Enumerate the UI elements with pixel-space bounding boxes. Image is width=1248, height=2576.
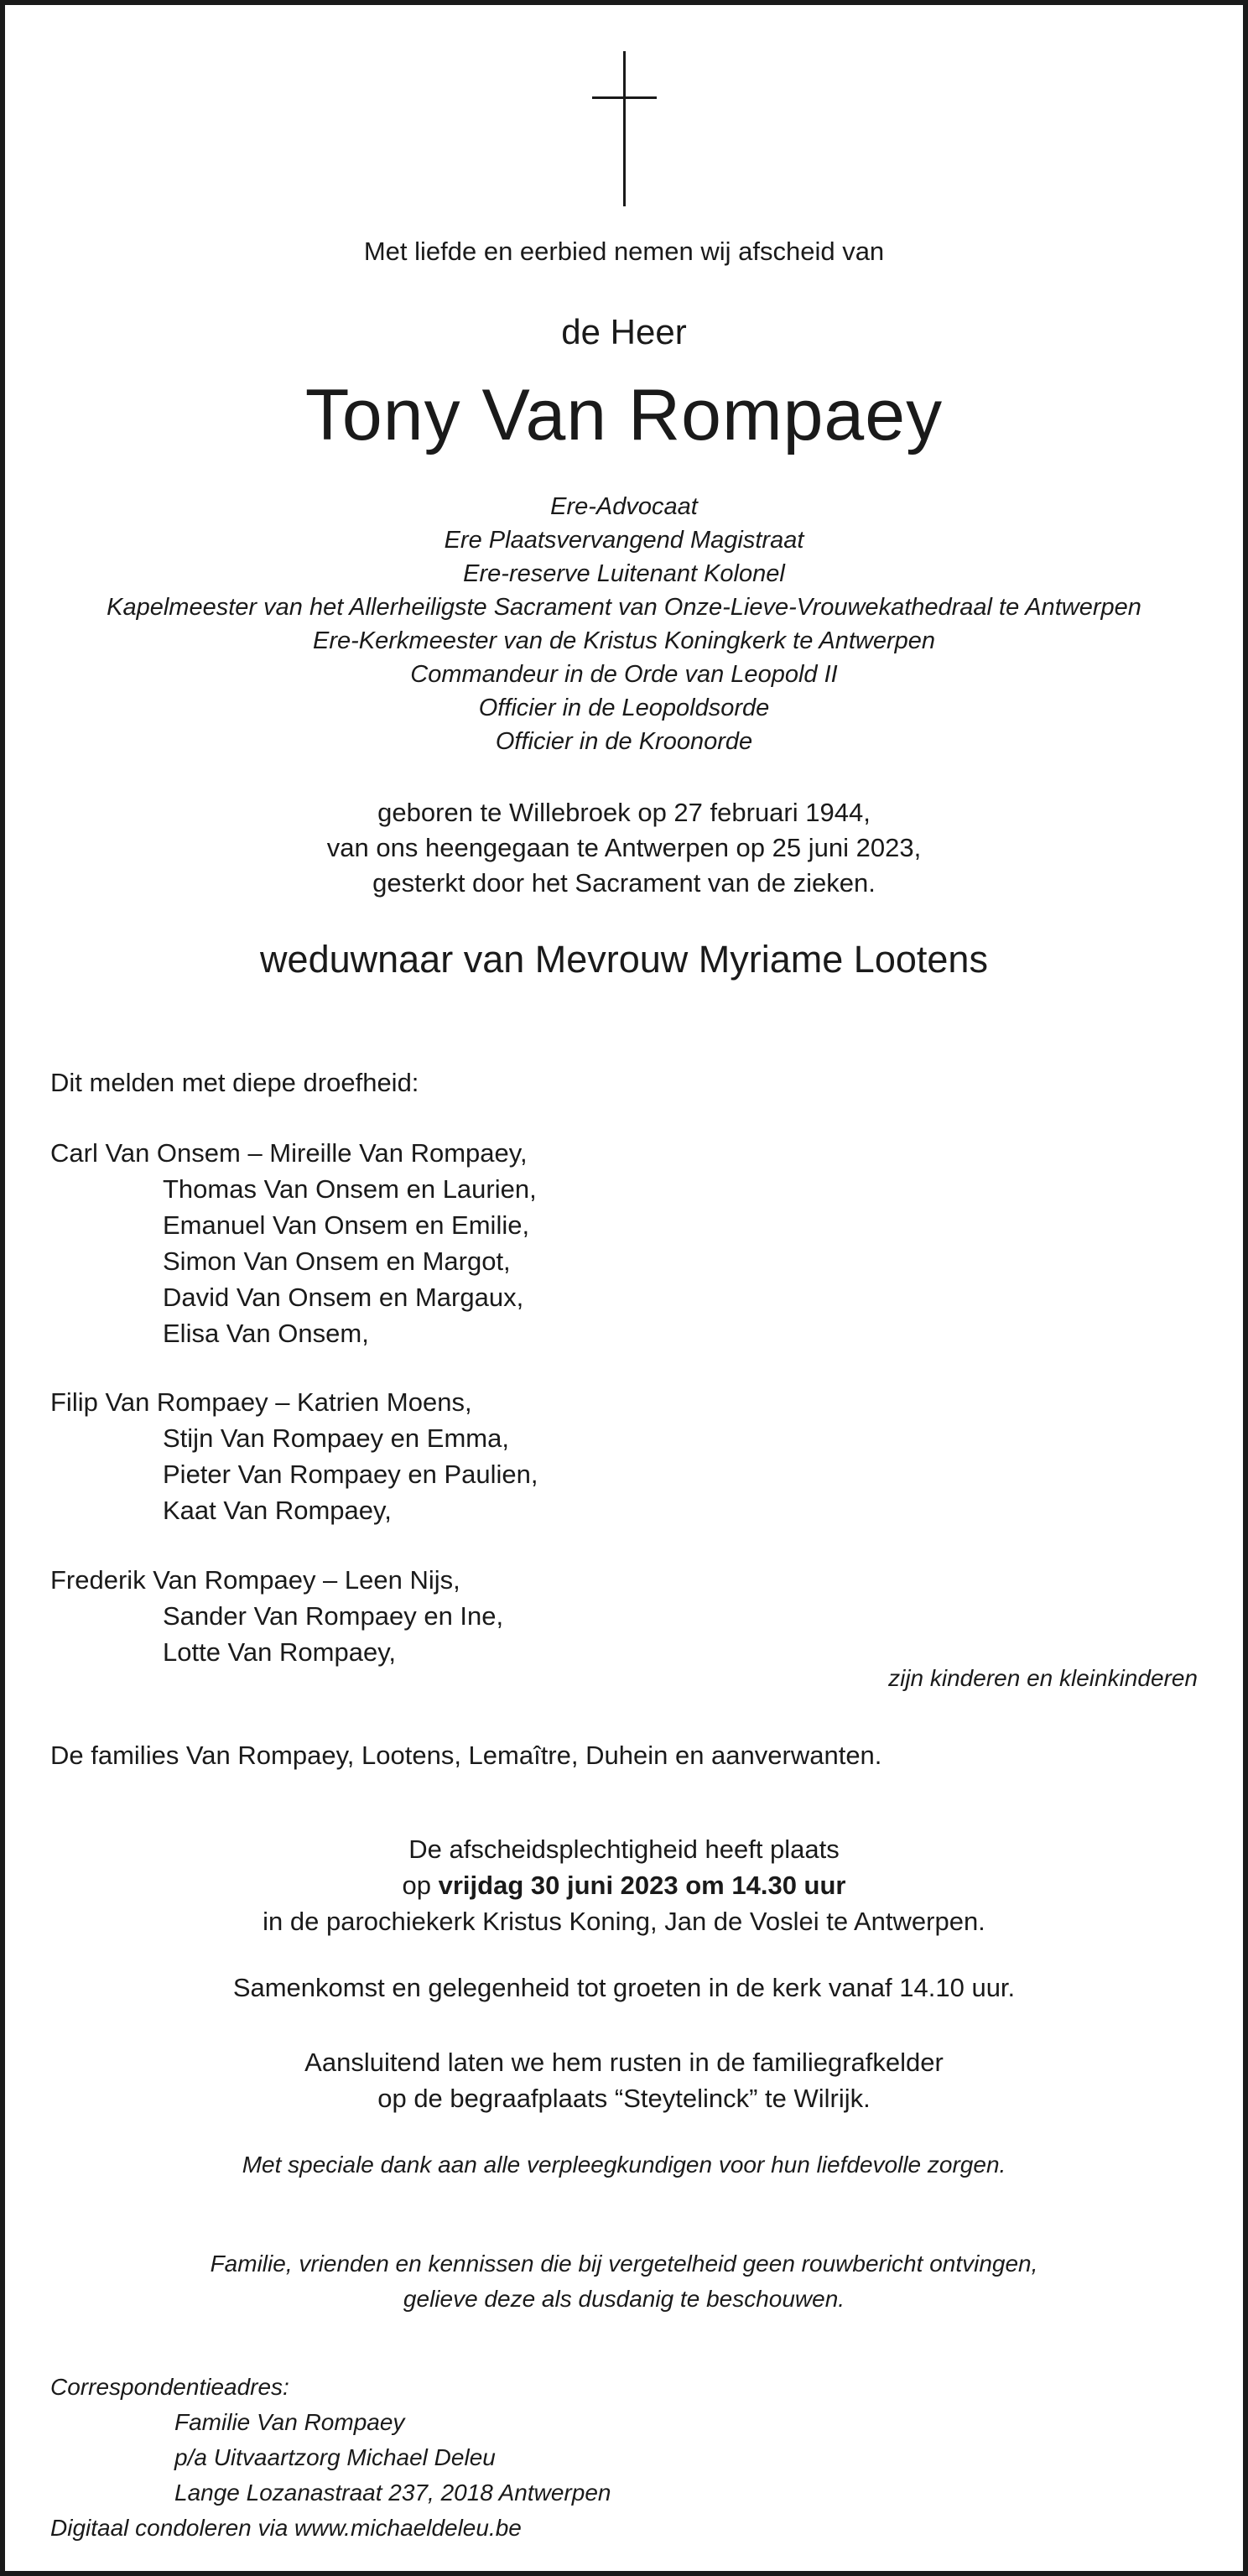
online-condolence: Digitaal condoleren via www.michaeldeleu.be (50, 2515, 522, 2541)
family-member: Kaat Van Rompaey, (163, 1496, 392, 1525)
family-member: David Van Onsem en Margaux, (163, 1283, 524, 1312)
ceremony-line: De afscheidsplechtigheid heeft plaats (408, 1834, 840, 1864)
widower-line: weduwnaar van Mevrouw Myriame Lootens (260, 938, 988, 981)
family-group-1 (50, 1135, 537, 1351)
correspondence-label: Correspondentieadres: (50, 2374, 289, 2400)
ceremony-block (5, 1831, 1243, 1939)
burial-block (5, 2044, 1243, 2116)
life-dates (5, 795, 1243, 901)
family-member: Stijn Van Rompaey en Emma, (163, 1423, 509, 1453)
deceased-name: Tony Van Rompaey (304, 375, 944, 455)
title-line: Ere Plaatsvervangend Magistraat (444, 527, 804, 554)
family-group-3 (50, 1562, 503, 1670)
family-head: Frederik Van Rompaey – Leen Nijs, (50, 1565, 460, 1595)
birth-line: geboren te Willebroek op 27 februari 1944, (377, 798, 871, 827)
family-head: Filip Van Rompaey – Katrien Moens, (50, 1387, 472, 1417)
honorific: de Heer (561, 312, 687, 351)
ceremony-date-prefix: op (402, 1871, 439, 1900)
family-member: Emanuel Van Onsem en Emilie, (163, 1210, 530, 1240)
note-line: gelieve deze als dusdanig te beschouwen. (403, 2286, 845, 2312)
title-line: Ere-reserve Luitenant Kolonel (463, 560, 785, 587)
note-line: Familie, vrienden en kennissen die bij vergetelheid geen rouwbericht ontvingen, (210, 2251, 1038, 2277)
thanks-line: Met speciale dank aan alle verpleegkundigen voor hun liefdevolle zorgen. (242, 2152, 1006, 2178)
family-head: Carl Van Onsem – Mireille Van Rompaey, (50, 1138, 528, 1168)
cross-icon (5, 51, 1243, 206)
family-member: Sander Van Rompaey en Ine, (163, 1601, 504, 1631)
title-line: Ere-Kerkmeester van de Kristus Koningkerk te Antwerpen (313, 627, 935, 654)
families-line: De families Van Rompaey, Lootens, Lemaître, Duhein en aanverwanten. (50, 1741, 882, 1770)
family-member: Pieter Van Rompaey en Paulien, (163, 1460, 538, 1489)
burial-line: op de begraafplaats “Steytelinck” te Wilrijk. (377, 2084, 871, 2113)
correspondence-line: Lange Lozanastraat 237, 2018 Antwerpen (174, 2480, 611, 2506)
meeting-line: Samenkomst en gelegenheid tot groeten in de kerk vanaf 14.10 uur. (232, 1973, 1016, 2002)
ceremony-date-line (5, 1867, 1243, 1903)
intro-text: Met liefde en eerbied nemen wij afscheid van (363, 237, 885, 266)
burial-line: Aansluitend laten we hem rusten in de familiegrafkelder (304, 2048, 944, 2077)
death-line: van ons heengegaan te Antwerpen op 25 juni 2023, (326, 833, 922, 862)
title-line: Officier in de Leopoldsorde (478, 695, 770, 721)
correspondence-line: Familie Van Rompaey (174, 2409, 405, 2435)
titles-list (5, 490, 1243, 758)
title-line: Commandeur in de Orde van Leopold II (410, 661, 838, 688)
correspondence-line: p/a Uitvaartzorg Michael Deleu (174, 2444, 496, 2470)
family-member: Simon Van Onsem en Margot, (163, 1246, 511, 1276)
ceremony-location: in de parochiekerk Kristus Koning, Jan de Voslei te Antwerpen. (263, 1907, 985, 1936)
announce-text: Dit melden met diepe droefheid: (50, 1068, 419, 1097)
title-line: Ere-Advocaat (550, 493, 698, 520)
family-member: Lotte Van Rompaey, (163, 1637, 397, 1667)
family-member: Thomas Van Onsem en Laurien, (163, 1174, 537, 1204)
family-member: Elisa Van Onsem, (163, 1319, 369, 1348)
title-line: Officier in de Kroonorde (495, 728, 753, 755)
children-label: zijn kinderen en kleinkinderen (888, 1665, 1198, 1691)
correspondence-block (50, 2370, 611, 2546)
sacrament-line: gesterkt door het Sacrament van de zieken. (372, 868, 876, 898)
family-group-2 (50, 1384, 538, 1528)
ceremony-date: vrijdag 30 juni 2023 om 14.30 uur (438, 1871, 846, 1900)
notice-note (5, 2246, 1243, 2317)
title-line: Kapelmeester van het Allerheiligste Sacrament van Onze-Lieve-Vrouwekathedraal te Antwerpen (107, 594, 1141, 621)
